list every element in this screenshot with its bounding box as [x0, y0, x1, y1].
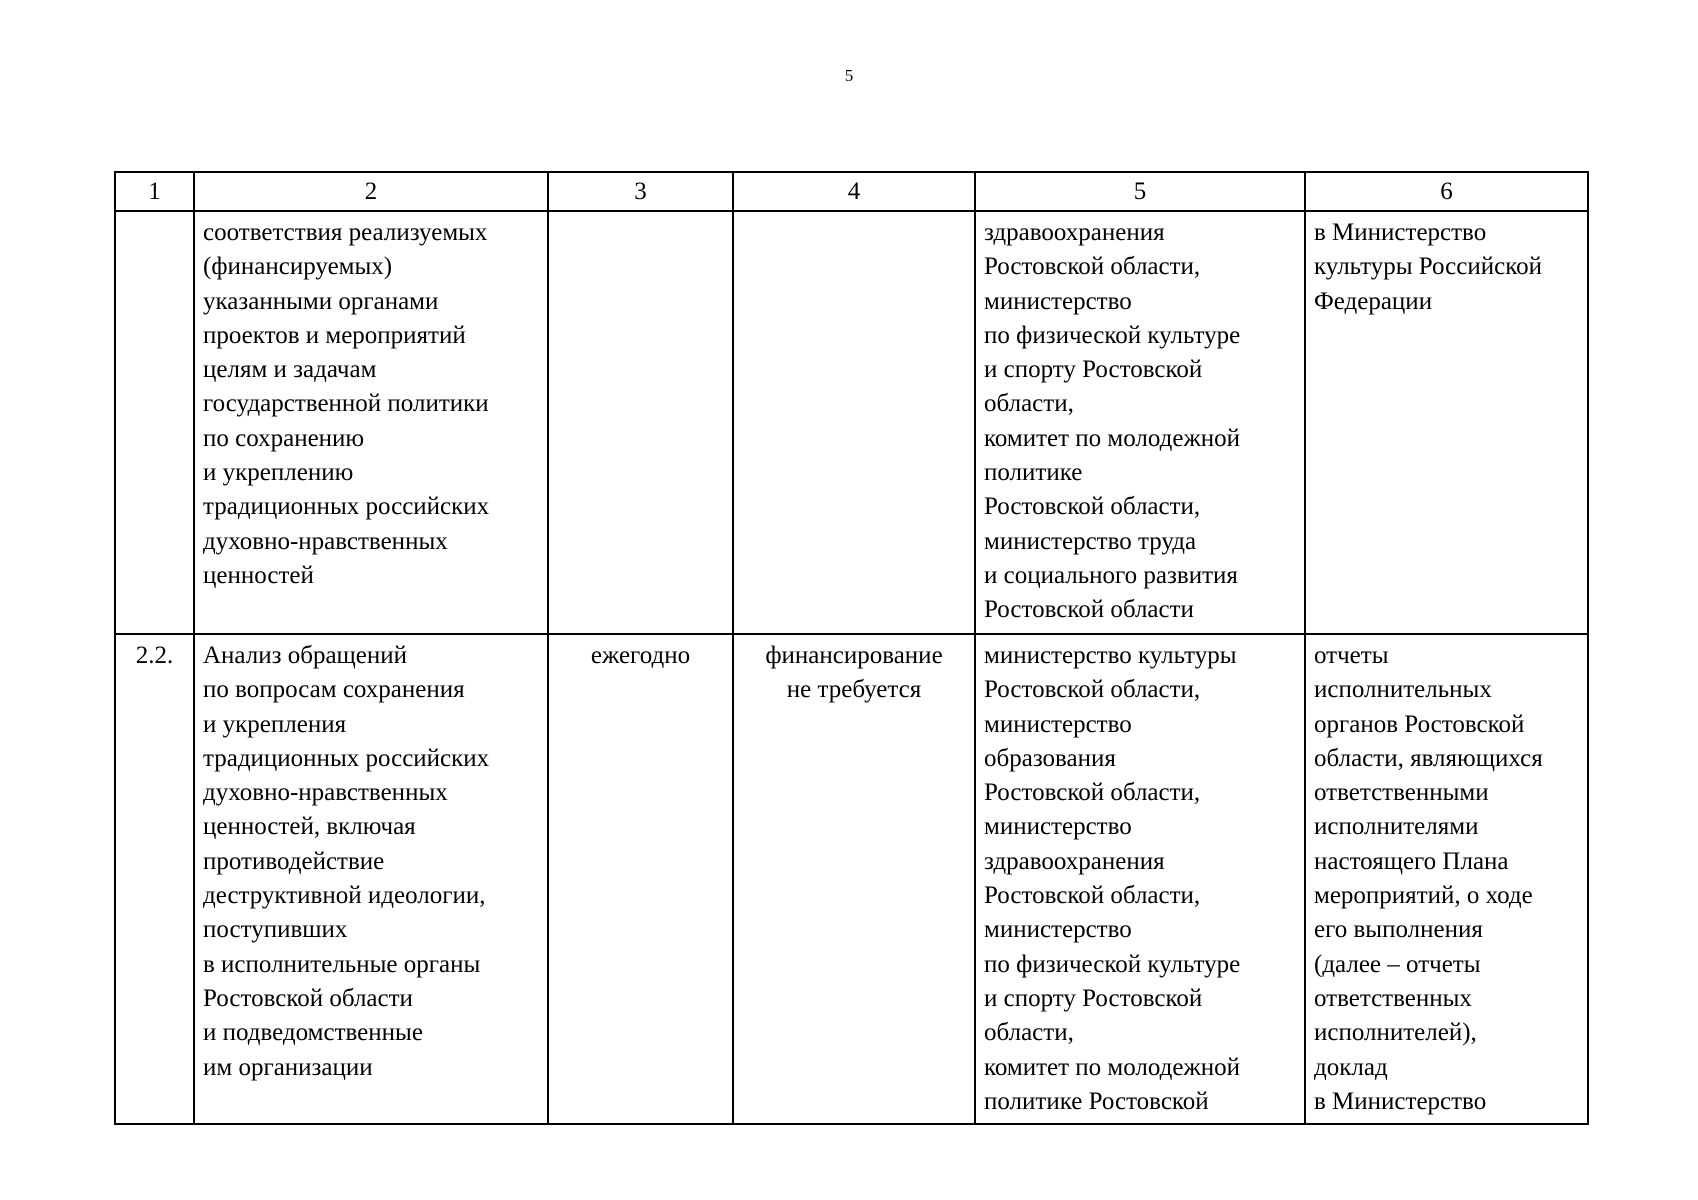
column-header: 5: [975, 172, 1305, 211]
table-row: [115, 211, 1588, 634]
table-header-row: [115, 172, 1588, 211]
cell-measure: Анализ обращений по вопросам сохранения и укрепления традиционных российских духовно-нравственных ценностей, включая противодействие деструктивной идеологии, поступивших в исполнительные органы Ростовской области и подведомственные им организации: [194, 634, 548, 1124]
cell-result: в Министерство культуры Российской Федерации: [1305, 211, 1588, 634]
cell-deadline: [548, 211, 733, 634]
cell-executors: министерство культуры Ростовской области, министерство образования Ростовской области, министерство здравоохранения Ростовской области, министерство по физической культуре и спорту Ростовской области, комитет по молодежной политике Ростовской: [975, 634, 1305, 1124]
cell-funding: финансирование не требуется: [733, 634, 975, 1124]
plan-table: [114, 171, 1589, 1125]
column-header: 1: [115, 172, 194, 211]
cell-executors: здравоохранения Ростовской области, министерство по физической культуре и спорту Ростовской области, комитет по молодежной политике Ростовской области, министерство труда и социального развития Ростовской области: [975, 211, 1305, 634]
column-header: 3: [548, 172, 733, 211]
cell-funding: [733, 211, 975, 634]
cell-number: 2.2.: [115, 634, 194, 1124]
cell-deadline: ежегодно: [548, 634, 733, 1124]
column-header: 6: [1305, 172, 1588, 211]
table-row: [115, 634, 1588, 1124]
column-header: 2: [194, 172, 548, 211]
column-header: 4: [733, 172, 975, 211]
cell-result: отчеты исполнительных органов Ростовской области, являющихся ответственными исполнителями настоящего Плана мероприятий, о ходе его выполнения (далее – отчеты ответственных исполнителей), доклад в Министерство: [1305, 634, 1588, 1124]
page-number: 5: [844, 66, 854, 85]
cell-measure: соответствия реализуемых (финансируемых) указанными органами проектов и мероприятий целям и задачам государственной политики по сохранению и укреплению традиционных российских духовно-нравственных ценностей: [194, 211, 548, 634]
cell-number: [115, 211, 194, 634]
